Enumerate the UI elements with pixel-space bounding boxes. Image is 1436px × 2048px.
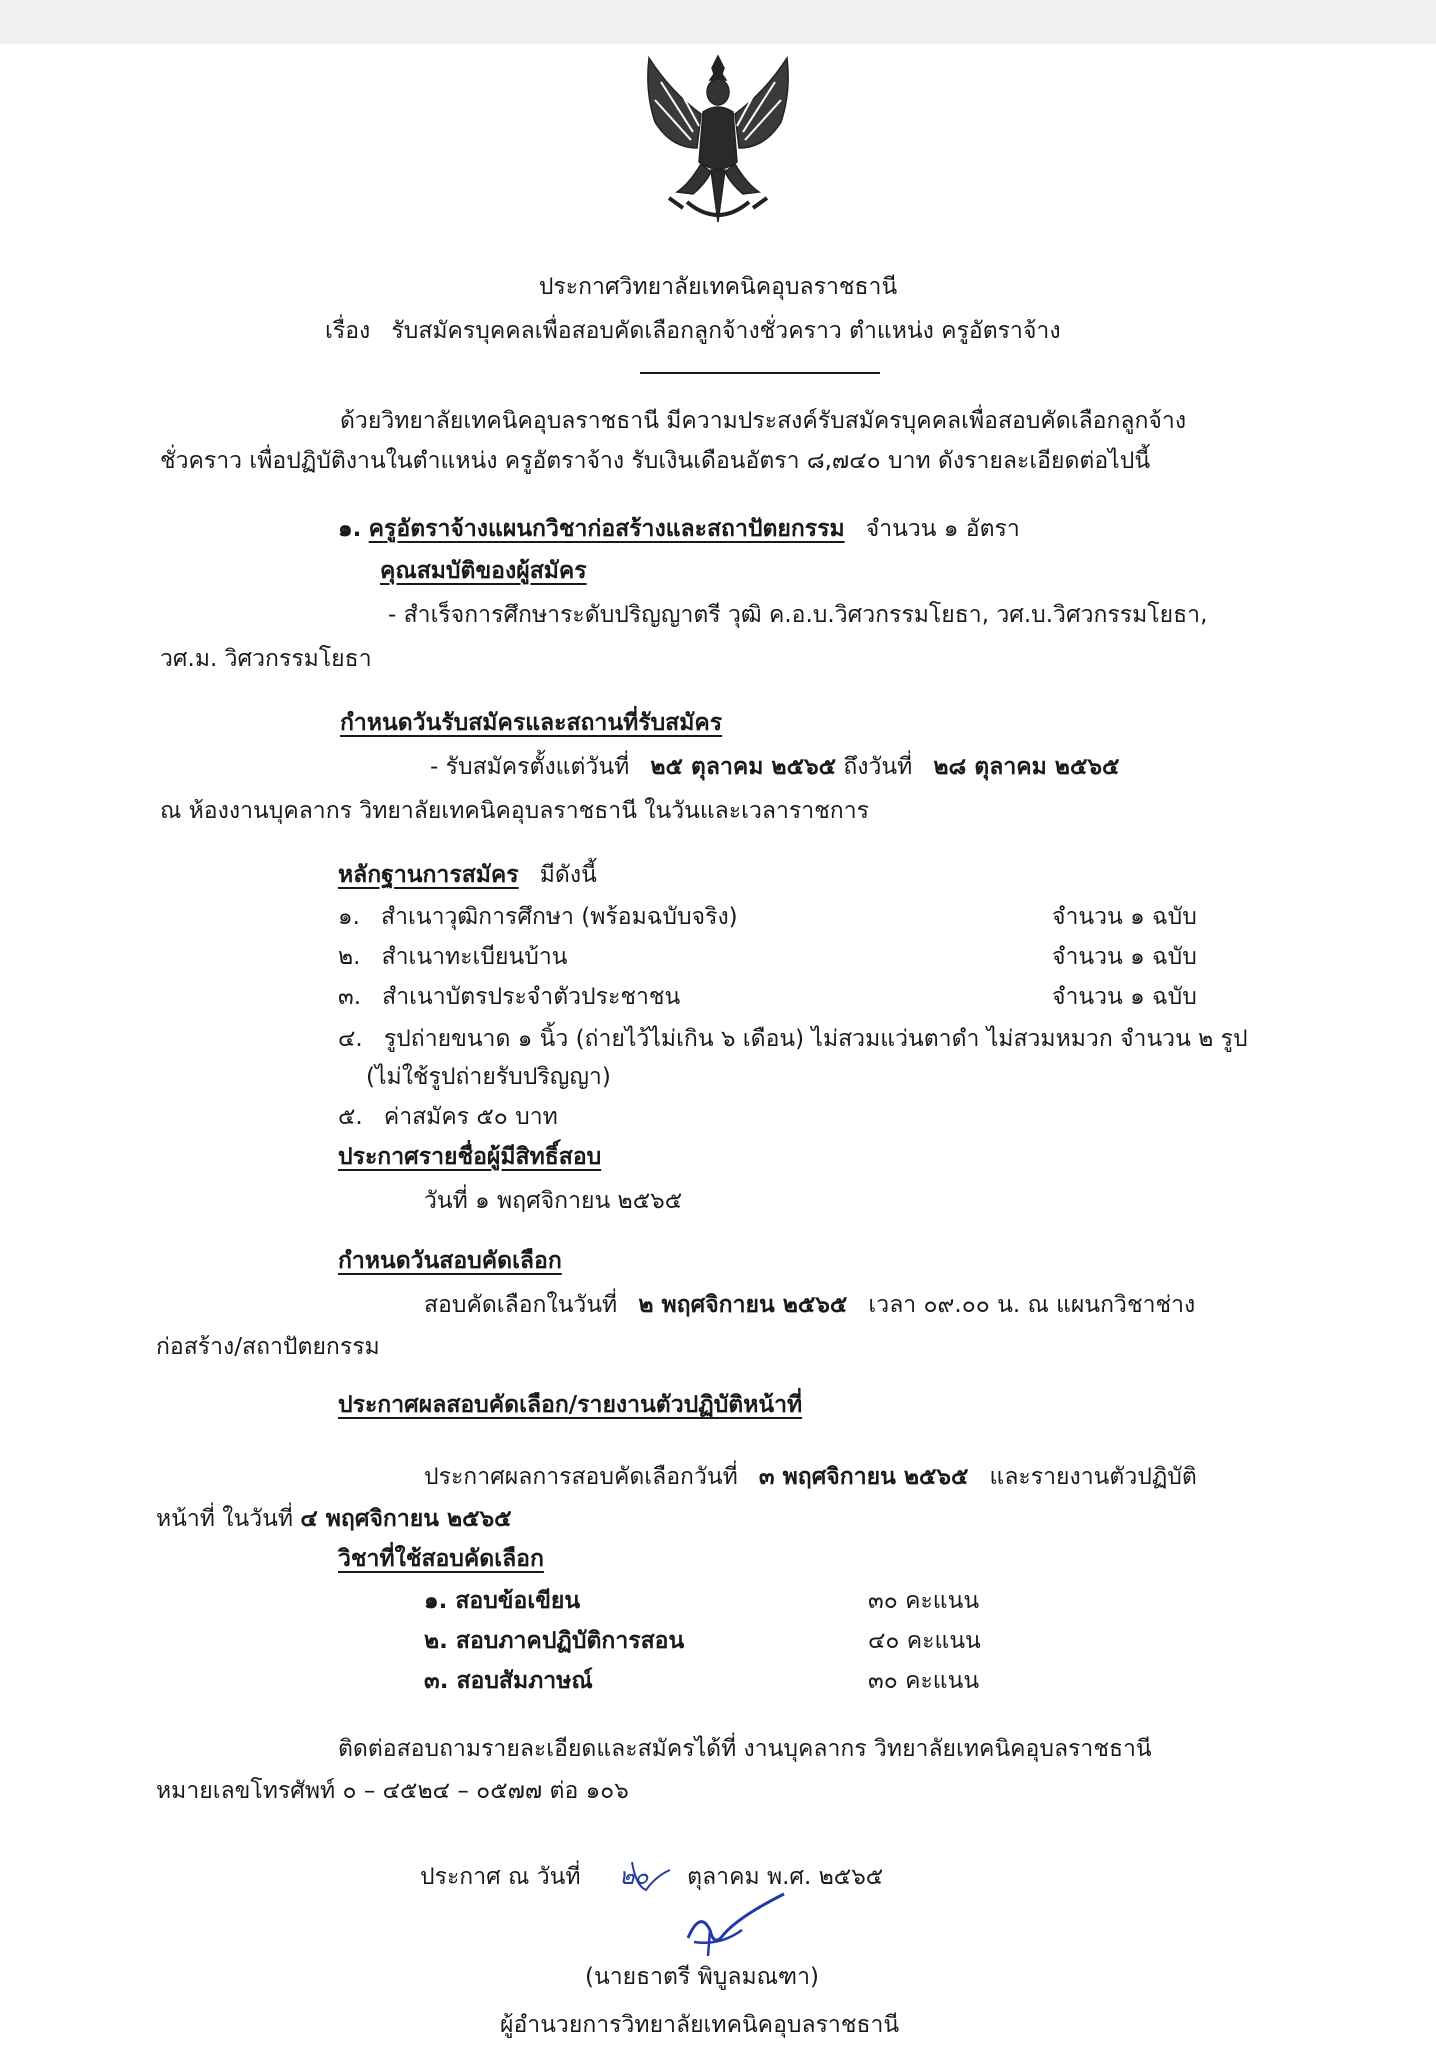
subject-score: ๔๐ คะแนน [868,1628,981,1654]
handwritten-signature [680,1890,790,1960]
qualifications-heading-text: คุณสมบัติของผู้สมัคร [380,558,587,584]
results-heading-text: ประกาศผลสอบคัดเลือก/รายงานตัวปฏิบัติหน้าที่ [338,1392,803,1418]
results-line2-prefix: หน้าที่ ในวันที่ [156,1506,294,1532]
subjects-heading [338,1544,544,1574]
exam-heading-text: กำหนดวันสอบคัดเลือก [338,1248,562,1274]
application-place: ณ ห้องงานบุคลากร วิทยาลัยเทคนิคอุบลราชธานี ในวันและเวลาราชการ [160,798,869,824]
intro-line-1: ด้วยวิทยาลัยเทคนิคอุบลราชธานี มีความประสงค์รับสมัครบุคคลเพื่อสอบคัดเลือกลูกจ้าง [340,408,1187,434]
document-item-number: ๓. [338,984,362,1010]
document-item-5 [338,1102,558,1132]
results-heading [338,1390,802,1420]
garuda-emblem-icon [641,52,795,230]
document-item-qty: จำนวน ๑ ฉบับ [1052,984,1197,1010]
application-prefix: - รับสมัครตั้งแต่วันที่ [430,754,630,780]
document-item-text: สำเนาบัตรประจำตัวประชาชน [382,984,681,1010]
qualifications-heading [380,556,587,586]
application-heading [340,708,722,738]
subject-name: ๒. สอบภาคปฏิบัติการสอน [424,1628,685,1654]
document-item-text: สำเนาวุฒิการศึกษา (พร้อมฉบับจริง) [381,904,738,930]
eligible-heading [338,1142,601,1172]
results-date: ๓ พฤศจิกายน ๒๕๖๕ [758,1464,969,1490]
subject-score: ๓๐ คะแนน [868,1668,980,1694]
document-title: ประกาศวิทยาลัยเทคนิคอุบลราชธานี [538,274,898,300]
document-item-text: สำเนาทะเบียนบ้าน [381,944,568,970]
eligible-date: วันที่ ๑ พฤศจิกายน ๒๕๖๕ [424,1188,683,1214]
signer-name: (นายธาตรี พิบูลมณฑา) [585,1964,819,1990]
announce-month-year: ตุลาคม พ.ศ. ๒๕๖๕ [687,1864,884,1890]
document-item-text: ค่าสมัคร ๕๐ บาท [383,1104,558,1130]
subject-name: ๓. สอบสัมภาษณ์ [424,1668,593,1694]
application-end-date: ๒๘ ตุลาคม ๒๕๖๕ [933,754,1120,780]
intro-line-2: ชั่วคราว เพื่อปฏิบัติงานในตำแหน่ง ครูอัตราจ้าง รับเงินเดือนอัตรา ๘,๗๔๐ บาท ดังรายละเอียดต่อไปนี้ [160,448,1151,474]
documents-heading-text: หลักฐานการสมัคร [338,862,519,888]
results-prefix: ประกาศผลการสอบคัดเลือกวันที่ [424,1464,738,1490]
announce-prefix: ประกาศ ณ วันที่ [420,1864,581,1890]
document-item [338,982,680,1012]
title-divider [640,372,880,374]
scan-margin [0,0,1436,44]
document-item-text: รูปถ่ายขนาด ๑ นิ้ว (ถ่ายไว้ไม่เกิน ๖ เดือน) ไม่สวมแว่นตาดำ ไม่สวมหมวก จำนวน ๒ รูป [383,1026,1248,1052]
document-item-qty: จำนวน ๑ ฉบับ [1052,944,1197,970]
results-line-1 [424,1462,1197,1492]
exam-line-1 [424,1290,1195,1320]
documents-heading [338,860,597,890]
documents-heading-suffix: มีดังนี้ [539,862,597,888]
announce-day-handwritten: ๒๐ [619,1864,649,1890]
position-line [338,514,1020,544]
application-heading-text: กำหนดวันรับสมัครและสถานที่รับสมัคร [340,710,723,736]
subject-line [325,316,1061,346]
position-count: จำนวน ๑ อัตรา [865,516,1020,542]
document-item-number: ๔. [338,1026,363,1052]
subject-name: ๑. สอบข้อเขียน [424,1588,581,1614]
application-start-date: ๒๕ ตุลาคม ๒๕๖๕ [650,754,836,780]
application-middle: ถึงวันที่ [843,754,913,780]
exam-suffix: เวลา ๐๙.๐๐ น. ณ แผนกวิชาช่าง [868,1292,1196,1318]
subjects-heading-text: วิชาที่ใช้สอบคัดเลือก [338,1546,544,1572]
document-item [338,902,738,932]
results-line-2 [156,1504,512,1534]
contact-line-1: ติดต่อสอบถามรายละเอียดและสมัครได้ที่ งานบุคลากร วิทยาลัยเทคนิคอุบลราชธานี [338,1736,1152,1762]
exam-line-2: ก่อสร้าง/สถาปัตยกรรม [156,1334,380,1360]
eligible-heading-text: ประกาศรายชื่อผู้มีสิทธิ์สอบ [338,1144,602,1170]
report-date: ๔ พฤศจิกายน ๒๕๖๕ [300,1506,512,1532]
document-item-qty: จำนวน ๑ ฉบับ [1052,904,1197,930]
qualifications-line-1: - สำเร็จการศึกษาระดับปริญญาตรี วุฒิ ค.อ.บ.วิศวกรรมโยธา, วศ.บ.วิศวกรรมโยธา, [388,602,1208,628]
document-item-4-note: (ไม่ใช้รูปถ่ายรับปริญญา) [366,1064,611,1090]
document-item-number: ๒. [338,944,361,970]
contact-line-2: หมายเลขโทรศัพท์ ๐ – ๔๕๒๔ – ๐๕๗๗ ต่อ ๑๐๖ [156,1778,629,1804]
subject-label: เรื่อง [325,318,371,344]
exam-prefix: สอบคัดเลือกในวันที่ [424,1292,618,1318]
exam-heading [338,1246,562,1276]
qualifications-line-2: วศ.ม. วิศวกรรมโยธา [160,646,372,672]
subject-score: ๓๐ คะแนน [868,1588,980,1614]
document-item [338,942,567,972]
results-suffix: และรายงานตัวปฏิบัติ [989,1464,1197,1490]
exam-date: ๒ พฤศจิกายน ๒๕๖๕ [638,1292,848,1318]
signer-title: ผู้อำนวยการวิทยาลัยเทคนิคอุบลราชธานี [500,2012,900,2038]
document-item-number: ๑. [338,904,360,930]
application-dates [430,752,1119,782]
position-number: ๑. [338,516,362,542]
document-item-4 [338,1024,1248,1054]
document-item-number: ๕. [338,1104,363,1130]
position-name: ครูอัตราจ้างแผนกวิชาก่อสร้างและสถาปัตยกรรม [368,516,845,542]
subject-text: รับสมัครบุคคลเพื่อสอบคัดเลือกลูกจ้างชั่วคราว ตำแหน่ง ครูอัตราจ้าง [391,318,1061,344]
